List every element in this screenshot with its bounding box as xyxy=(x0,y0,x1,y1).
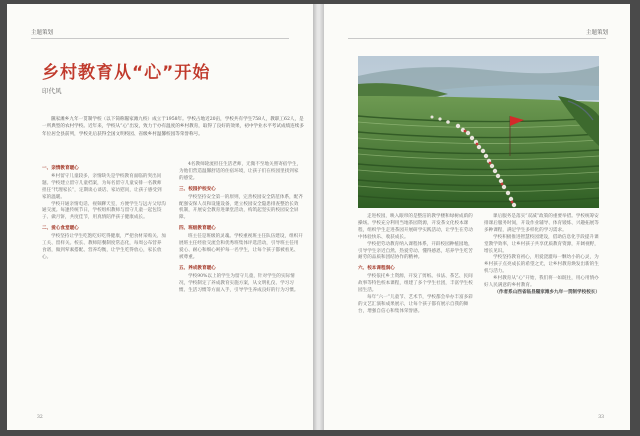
body-paragraph: 走进校园，映入眼帘的是整洁的教学楼和绿树成荫的操场。学校充分利用当地茶园资源，开发茶文化校本课程，组织学生走进茶园开展研学实践活动，让学生在劳动中体验快乐、收获成长。 xyxy=(358,214,473,240)
section-heading: 二、爱心食堂暖心 xyxy=(42,226,79,232)
section-heading: 五、养成教育暖心 xyxy=(179,265,216,271)
body-paragraph: 每年“六一”儿童节、艺术节，学校都会举办丰富多彩的文艺汇演和成果展示，让每个孩子都有展示自我的舞台，增强自信心和集体荣誉感。 xyxy=(358,294,473,314)
section-tag: 主题策划 xyxy=(585,30,608,36)
text-column-right xyxy=(179,162,303,294)
tea-garden-photo xyxy=(358,56,599,208)
header-rule xyxy=(348,38,606,39)
body-paragraph: 乡村留守儿童较多，亲情缺失是学校教育面临的突出问题。学校建立留守儿童档案，为每名留守儿童安排一名教师担任“代理家长”，定期谈心谈话、家访慰问，让孩子感受到家的温暖。 xyxy=(42,173,162,200)
page-number: 33 xyxy=(598,415,604,420)
text-column-right xyxy=(484,214,600,297)
body-paragraph: 学校坚持教育初心，用爱浇灌每一颗幼小的心灵，为乡村孩子点亮成长的希望之光，让乡村教育焕发出新的生机与活力。 xyxy=(484,255,599,275)
text-column-left xyxy=(358,214,474,316)
page-number: 32 xyxy=(37,415,43,420)
body-paragraph: 学校坚持安全第一的原则，完善校园安全防范体系，配齐配强安保人员和设施设备，建立校园安全隐患排查整治长效机制，开展安全教育进课堂活动，构筑起坚实的校园安全屏障。 xyxy=(179,194,303,221)
article-author: 印代风 xyxy=(42,87,62,95)
left-page xyxy=(7,4,313,430)
body-paragraph: 乡村教育从“心”开始，我们将一如既往，用心用情办好人民满意的乡村教育。 xyxy=(484,276,599,289)
book-gutter xyxy=(313,4,324,430)
header-rule xyxy=(31,38,289,39)
body-paragraph: 学校把劳动教育纳入课程体系，开辟校园种植园地，引导学生亲近自然、热爱劳动、懂得感恩，培养学生吃苦耐劳的品质和团结协作的精神。 xyxy=(358,241,473,261)
right-page xyxy=(324,4,630,430)
lead-paragraph: 隰家滩乡九年一贯制学校（以下简称隰家滩九校）成立于1958年。学校占地近20亩，学校共有学生758人，教职工62人，是一所典型的农村学校。近年来，学校从“心”出发，致力于办有温度的乡村教育，取得了良好的效果，初中学业水平考试成绩连续多年位居全县前列，学校先后获得全国文明校园、省级乡村温馨校园等荣誉称号。 xyxy=(42,117,304,137)
article-title: 乡村教育从“心”开始 xyxy=(42,63,211,83)
body-paragraph: 学校积极推进智慧校园建设，借助信息化手段提升课堂教学效率，让乡村孩子共享优质教育资源，开阔视野，增长见识。 xyxy=(484,234,599,254)
section-heading: 一、亲情教育暖心 xyxy=(42,166,79,171)
body-paragraph: 学校坚持让学生吃饱吃好吃得健康，严把食材采购关、加工关、留样关。校长、教师陪餐制度常态化，每周公布营养食谱，做到荤素搭配、营养均衡，让学生吃得放心，家长放心。 xyxy=(42,234,166,260)
author-note: （作者系山西省临县隰家滩乡九年一贯制学校校长） xyxy=(494,289,600,295)
section-heading: 三、校园护校安心 xyxy=(179,186,216,192)
section-tag: 主题策划 xyxy=(31,30,54,36)
body-paragraph: 学校开通亲情电话、视频聊天室，方便学生与远方父母沟通交流。每逢传统节日，学校组织教师与留守儿童一起包饺子、做月饼，共度佳节，用真情陪伴孩子健康成长。 xyxy=(42,201,166,221)
body-paragraph: 学校依托乡土资源，开发了剪纸、书法、茶艺、民间故事等特色校本课程，组建了多个学生社团，丰富学生校园生活。 xyxy=(358,274,473,294)
body-paragraph: 班主任是班级的灵魂。学校重视班主任队伍建设，组织开展班主任经验交流会和优秀班集体评选活动，引导班主任用爱心、耐心和细心呵护每一名学生，让每个孩子都被看见、被尊重。 xyxy=(179,234,303,260)
body-paragraph: 学校90%以上的学生为留守儿童，针对学生的实际情况，学校制定了养成教育实施方案，从文明礼仪、学习习惯、生活习惯等方面入手，引导学生养成良好的行为习惯。 xyxy=(179,273,299,293)
section-heading: 四、班级教育暖心 xyxy=(179,226,216,232)
body-paragraph: 课后服务是落实“双减”政策的重要举措。学校统筹安排课后服务时间，开设作业辅导、体育锻炼、兴趣拓展等多种课程，满足学生多样化的学习需求。 xyxy=(484,214,599,233)
text-column-left xyxy=(42,162,166,262)
section-heading: 六、校本课程润心 xyxy=(358,266,395,272)
body-paragraph: 4名教师轮流担任生活老师，无微不至地关照寄宿学生，为他们营造温馨舒适的住宿环境，让孩子们在校园里找到家的感觉。 xyxy=(179,162,302,181)
